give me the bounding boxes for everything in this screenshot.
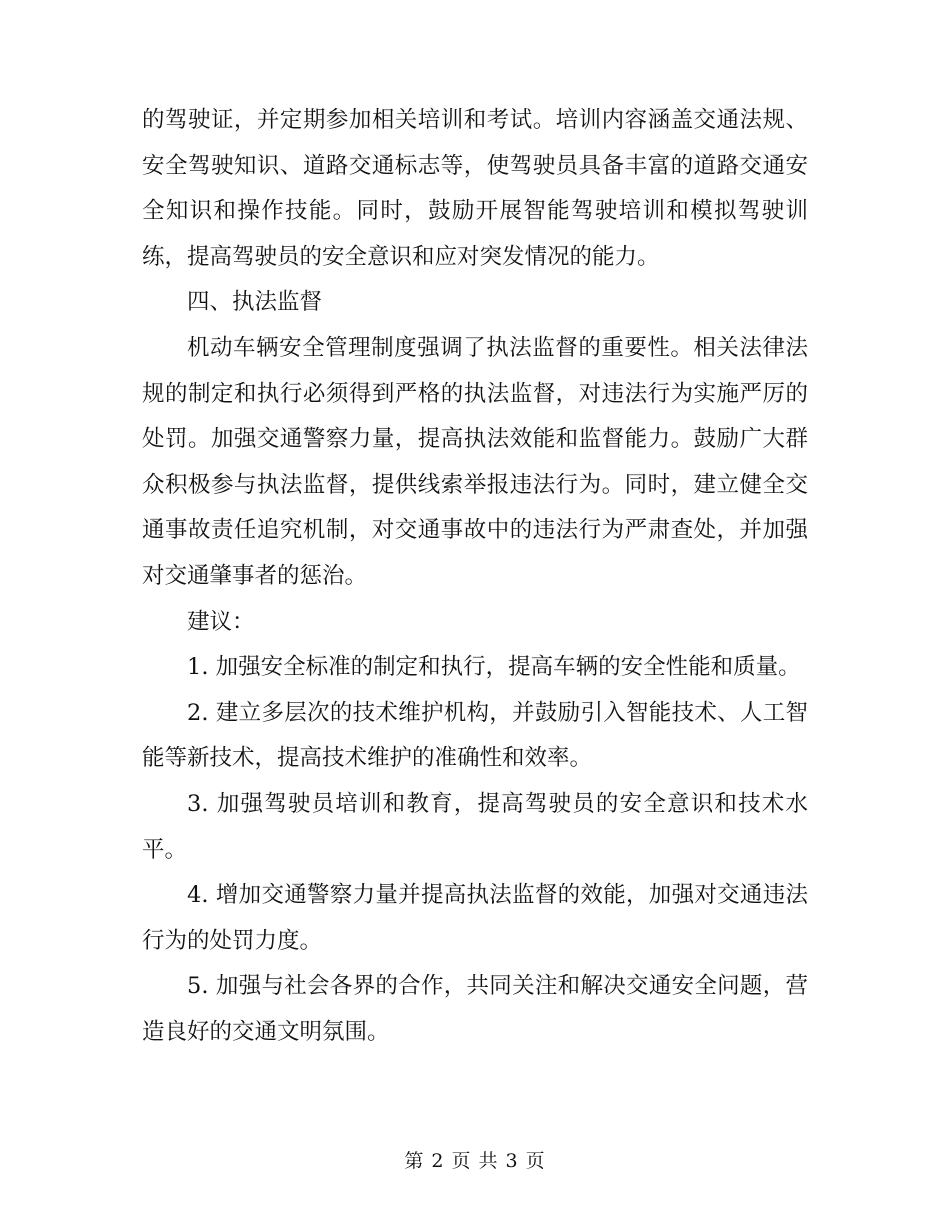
suggestion-item: 1. 加强安全标准的制定和执行，提高车辆的安全性能和质量。 bbox=[187, 654, 801, 681]
suggestion-item: 5. 加强与社会各界的合作，共同关注和解决交通安全问题，营造良好的交通文明氛围。 bbox=[142, 973, 808, 1045]
suggestion-item: 3. 加强驾驶员培训和教育，提高驾驶员的安全意识和技术水平。 bbox=[142, 790, 808, 863]
page-number-footer: 第 2 页 共 3 页 bbox=[404, 1150, 546, 1172]
paragraph-continuation: 的驾驶证，并定期参加相关培训和考试。培训内容涵盖交通法规、安全驾驶知识、道路交通标志等，使驾驶员具备丰富的道路交通安全知识和操作技能。同时，鼓励开展智能驾驶培训和模拟驾驶训练，提高驾驶员的安全意识和应对突发情况的能力。 bbox=[142, 107, 808, 270]
suggestion-item: 4. 增加交通警察力量并提高执法监督的效能，加强对交通违法行为的处罚力度。 bbox=[142, 882, 808, 954]
document-body bbox=[142, 98, 808, 1055]
section-heading: 四、执法监督 bbox=[187, 289, 323, 316]
suggestions-heading: 建议： bbox=[187, 608, 255, 635]
paragraph-enforcement: 机动车辆安全管理制度强调了执法监督的重要性。相关法律法规的制定和执行必须得到严格的执法监督，对违法行为实施严厉的处罚。加强交通警察力量，提高执法效能和监督能力。鼓励广大群众积极参与执法监督，提供线索举报违法行为。同时，建立健全交通事故责任追究机制，对交通事故中的违法行为严肃查处，并加强对交通肇事者的惩治。 bbox=[142, 334, 808, 589]
suggestion-item: 2. 建立多层次的技术维护机构，并鼓励引入智能技术、人工智能等新技术，提高技术维护的准确性和效率。 bbox=[142, 699, 808, 772]
